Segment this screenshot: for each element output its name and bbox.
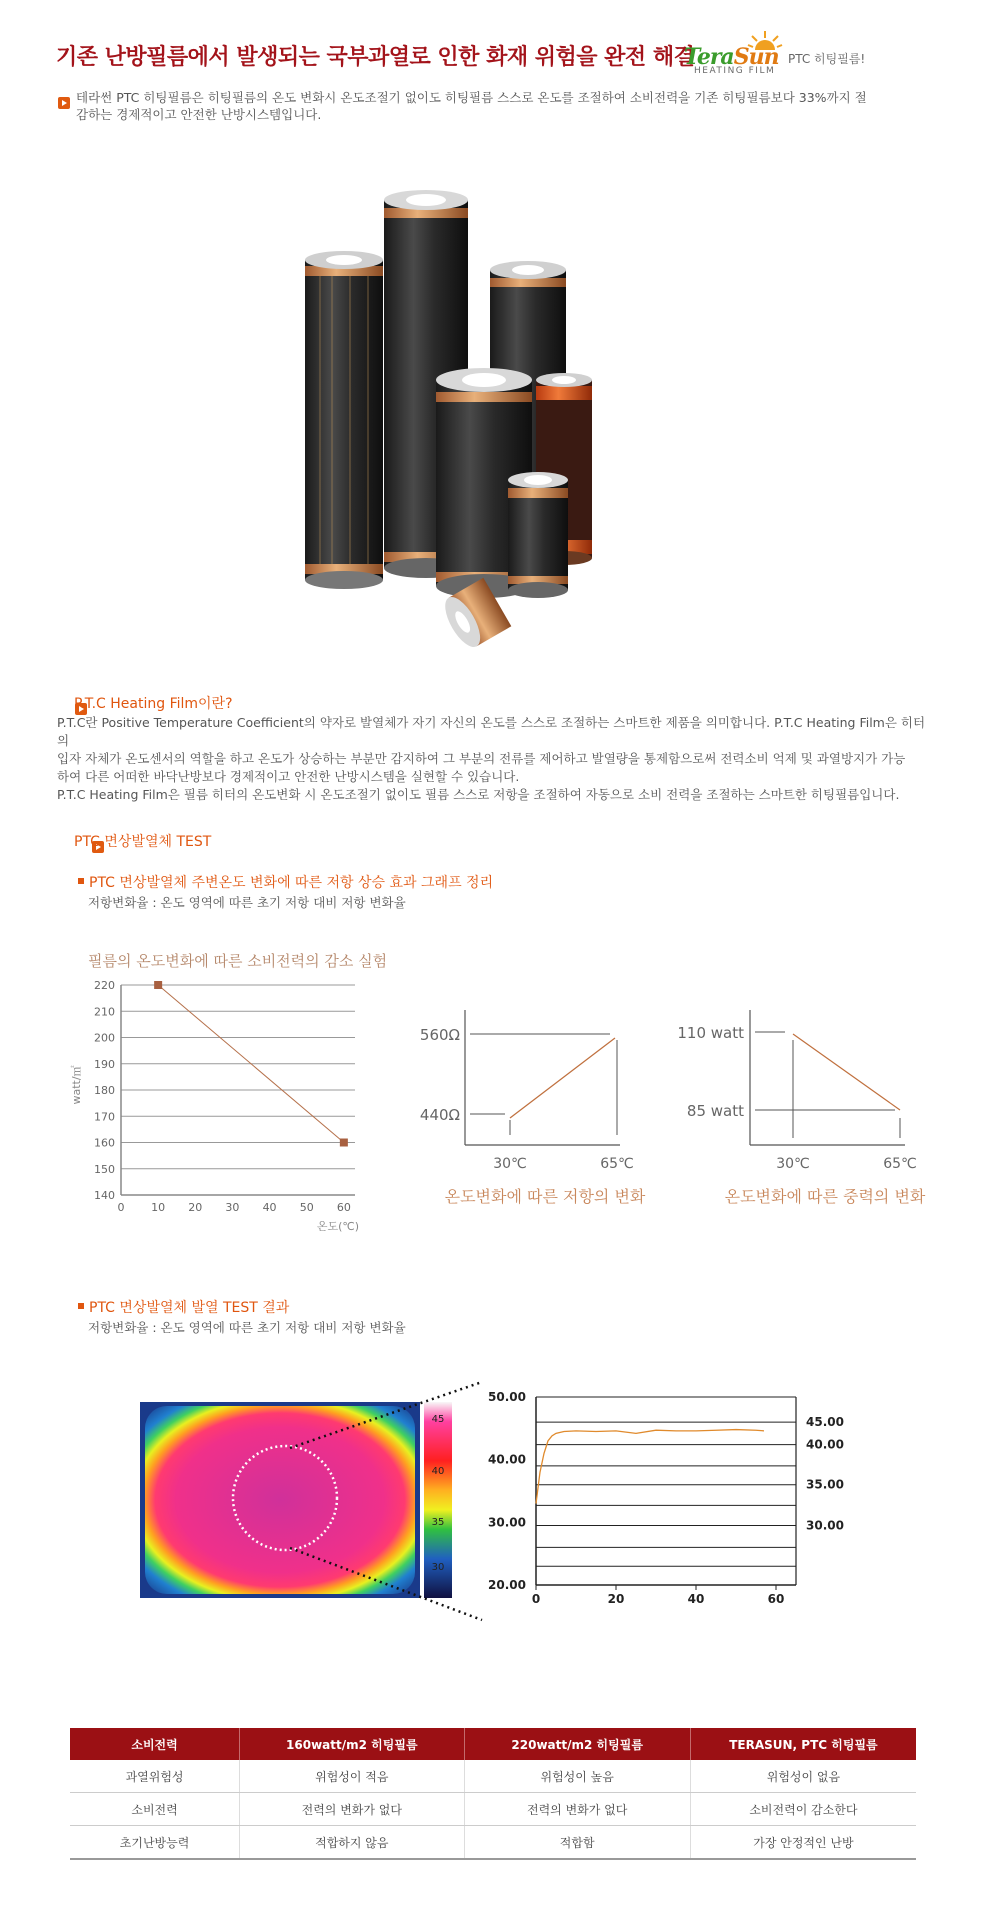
left-tick-label: 40.00 bbox=[488, 1452, 526, 1467]
table-header-cell: 소비전력 bbox=[70, 1728, 240, 1760]
subsection-desc-resistance: 저항변화율 : 온도 영역에 따른 초기 저항 대비 저항 변화율 bbox=[88, 895, 406, 910]
left-tick-label: 50.00 bbox=[488, 1390, 526, 1404]
thermal-image bbox=[145, 1406, 415, 1594]
subsection-title-heat-test: PTC 면상발열체 발열 TEST 결과 bbox=[78, 1297, 289, 1317]
y-level-label: 85 watt bbox=[686, 1102, 744, 1120]
y-tick-label: 200 bbox=[94, 1031, 115, 1045]
logo-tagline: PTC 히팅필름! bbox=[788, 52, 866, 66]
page-headline: 기존 난방필름에서 발생되는 국부과열로 인한 화재 위험을 완전 해결 bbox=[56, 45, 695, 70]
temperature-time-chart bbox=[480, 1385, 844, 1620]
table-cell: 소비전력이 감소한다 bbox=[690, 1793, 916, 1826]
x-tick-label: 0 bbox=[117, 1201, 125, 1214]
y-tick-label: 140 bbox=[94, 1189, 115, 1202]
right-tick-labels bbox=[806, 1415, 844, 1532]
y-tick-label: 220 bbox=[94, 979, 115, 992]
table-cell: 과열위험성 bbox=[70, 1760, 240, 1793]
logo-subtitle: HEATING FILM bbox=[694, 66, 776, 76]
subsection-desc-heat-test: 저항변화율 : 온도 영역에 따른 초기 저항 대비 저항 변화율 bbox=[88, 1320, 406, 1335]
x-tick-label: 30℃ bbox=[776, 1156, 810, 1172]
ptc-line: P.T.C란 Positive Temperature Coefficient의 약자로 발열체가 자기 자신의 온도를 스스로 조절하는 스마트한 제품을 의미합니다. P.T.C Heating Film은 히터의 bbox=[57, 715, 926, 748]
power-vs-temp-chart bbox=[60, 979, 380, 1240]
section-title-test: PTC 면상발열체 TEST bbox=[74, 834, 212, 850]
chart-caption: 온도변화에 따른 저항의 변화 bbox=[444, 1187, 646, 1206]
right-tick-label: 35.00 bbox=[806, 1477, 844, 1492]
x-tick-label: 40 bbox=[687, 1592, 705, 1606]
x-tick-label: 20 bbox=[188, 1201, 203, 1214]
x-axis-label: 온도(℃) bbox=[316, 1220, 360, 1233]
table-cell: 적합하지 않음 bbox=[240, 1826, 464, 1860]
y-level-label: 440Ω bbox=[419, 1106, 460, 1124]
intro-text: 테라썬 PTC 히팅필름은 히팅필름의 온도 변화시 온도조절기 없이도 히팅필름 스스로 온도를 조절하여 소비전력을 기존 히팅필름보다 33%까지 절감하는 경제적이고 안전한 난방시스템입니다. bbox=[76, 90, 867, 122]
right-tick-label: 30.00 bbox=[806, 1518, 844, 1533]
x-tick-label: 0 bbox=[531, 1592, 541, 1606]
table-header-cell: 220watt/m2 히팅필름 bbox=[464, 1728, 690, 1760]
ptc-description bbox=[57, 714, 937, 804]
table-cell: 소비전력 bbox=[70, 1793, 240, 1826]
section-title-ptc: P.T.C Heating Film이란? bbox=[74, 696, 233, 712]
y-tick-label: 210 bbox=[94, 1005, 115, 1019]
x-tick-label: 10 bbox=[151, 1201, 166, 1214]
logo-text-tera: Tera bbox=[684, 44, 734, 70]
subsection-title-resistance: PTC 면상발열체 주변온도 변화에 따른 저항 상승 효과 그래프 정리 bbox=[78, 872, 493, 892]
left-tick-label: 30.00 bbox=[488, 1515, 526, 1530]
x-tick-label: 40 bbox=[262, 1201, 277, 1214]
y-tick-labels bbox=[94, 979, 115, 1202]
thermal-tick-label: 45 bbox=[431, 1414, 445, 1425]
table-cell: 위험성이 높음 bbox=[464, 1760, 690, 1793]
table-header-row bbox=[70, 1728, 916, 1760]
table-cell: 위험성이 없음 bbox=[690, 1760, 916, 1793]
chart-grid bbox=[536, 1397, 796, 1585]
chart-title: 필름의 온도변화에 따른 소비전력의 감소 실험 bbox=[88, 952, 388, 970]
x-tick-label: 50 bbox=[299, 1201, 314, 1214]
logo-text-sun: Sun bbox=[733, 44, 779, 70]
table-row bbox=[70, 1793, 916, 1826]
y-axis-label: watt/㎡ bbox=[70, 1065, 83, 1105]
bullet-arrow-icon bbox=[58, 97, 70, 109]
table-header-cell: TERASUN, PTC 히팅필름 bbox=[690, 1728, 916, 1760]
x-tick-labels bbox=[532, 1585, 785, 1606]
data-point bbox=[154, 981, 162, 989]
chart-grid bbox=[121, 985, 355, 1195]
table-cell: 적합함 bbox=[464, 1826, 690, 1860]
thermal-tick-label: 40 bbox=[431, 1466, 445, 1477]
x-tick-label: 30℃ bbox=[493, 1156, 527, 1172]
x-tick-label: 30 bbox=[225, 1201, 240, 1214]
table-row bbox=[70, 1760, 916, 1793]
data-series bbox=[536, 1430, 764, 1504]
thermal-tick-label: 30 bbox=[431, 1562, 445, 1573]
y-tick-label: 190 bbox=[94, 1057, 115, 1071]
data-point bbox=[340, 1139, 348, 1147]
x-tick-label: 60 bbox=[336, 1201, 351, 1214]
x-tick-label: 65℃ bbox=[600, 1156, 634, 1172]
x-tick-label: 20 bbox=[607, 1592, 625, 1606]
ptc-line: P.T.C Heating Film은 필름 히터의 온도변화 시 온도조절기 없이도 필름 스스로 저항을 조절하여 자동으로 소비 전력을 조절하는 스마트한 히팅필름입니다. bbox=[57, 787, 900, 802]
terasun-logo bbox=[684, 30, 784, 78]
trend-line bbox=[510, 1038, 615, 1118]
x-tick-labels bbox=[118, 1201, 351, 1214]
product-image-film-rolls bbox=[290, 180, 660, 670]
y-tick-label: 180 bbox=[94, 1084, 115, 1097]
right-tick-label: 45.00 bbox=[806, 1415, 844, 1430]
y-tick-label: 150 bbox=[94, 1162, 115, 1176]
table-cell: 전력의 변화가 없다 bbox=[240, 1793, 464, 1826]
power-change-chart bbox=[660, 1010, 940, 1210]
table-cell: 초기난방능력 bbox=[70, 1826, 240, 1860]
table-cell: 가장 안정적인 난방 bbox=[690, 1826, 916, 1860]
table-cell: 위험성이 적음 bbox=[240, 1760, 464, 1793]
trend-line bbox=[793, 1034, 900, 1110]
y-level-label: 560Ω bbox=[419, 1026, 460, 1044]
y-tick-label: 160 bbox=[94, 1136, 115, 1150]
comparison-table bbox=[70, 1728, 916, 1860]
left-tick-labels bbox=[488, 1390, 526, 1592]
ptc-line: 하여 다른 어떠한 바닥난방보다 경제적이고 안전한 난방시스템을 실현할 수 있습니다. bbox=[57, 769, 520, 784]
left-tick-label: 20.00 bbox=[488, 1578, 526, 1592]
right-tick-label: 40.00 bbox=[806, 1437, 844, 1452]
chart-caption: 온도변화에 따른 중력의 변화 bbox=[724, 1187, 926, 1206]
y-tick-label: 170 bbox=[94, 1110, 115, 1124]
table-row bbox=[70, 1826, 916, 1860]
resistance-change-chart bbox=[410, 1010, 650, 1210]
x-tick-label: 65℃ bbox=[883, 1156, 917, 1172]
table-cell: 전력의 변화가 없다 bbox=[464, 1793, 690, 1826]
ptc-line: 입자 자체가 온도센서의 역할을 하고 온도가 상승하는 부분만 감지하여 그 부분의 전류를 제어하고 발열량을 통제함으로써 전력소비 억제 및 과열방지가 가능 bbox=[57, 751, 906, 766]
thermal-tick-label: 35 bbox=[431, 1517, 445, 1528]
x-tick-label: 60 bbox=[767, 1592, 785, 1606]
table-header-cell: 160watt/m2 히팅필름 bbox=[240, 1728, 464, 1760]
y-level-label: 110 watt bbox=[677, 1024, 744, 1042]
series-line bbox=[536, 1430, 764, 1504]
